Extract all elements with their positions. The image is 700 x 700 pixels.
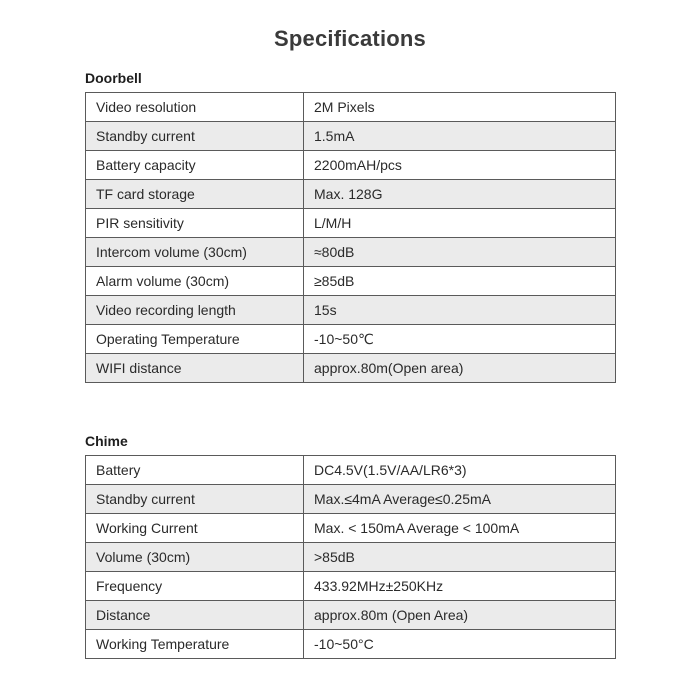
table-row xyxy=(86,325,616,354)
spec-label: Working Temperature xyxy=(86,630,304,659)
table-row xyxy=(86,485,616,514)
spec-label: Battery xyxy=(86,456,304,485)
chime-section-title: Chime xyxy=(85,433,128,449)
spec-label: Video recording length xyxy=(86,296,304,325)
table-row xyxy=(86,456,616,485)
spec-label: Standby current xyxy=(86,122,304,151)
spec-value: 2M Pixels xyxy=(304,93,616,122)
table-row xyxy=(86,180,616,209)
spec-value: -10~50℃ xyxy=(304,325,616,354)
spec-label: Working Current xyxy=(86,514,304,543)
table-row xyxy=(86,238,616,267)
spec-value: DC4.5V(1.5V/AA/LR6*3) xyxy=(304,456,616,485)
spec-label: Video resolution xyxy=(86,93,304,122)
table-row xyxy=(86,572,616,601)
spec-value: approx.80m (Open Area) xyxy=(304,601,616,630)
spec-label: Battery capacity xyxy=(86,151,304,180)
spec-value: 15s xyxy=(304,296,616,325)
spec-label: Operating Temperature xyxy=(86,325,304,354)
table-row xyxy=(86,296,616,325)
spec-value: -10~50°C xyxy=(304,630,616,659)
spec-label: TF card storage xyxy=(86,180,304,209)
spec-value: Max.≤4mA Average≤0.25mA xyxy=(304,485,616,514)
spec-value: 433.92MHz±250KHz xyxy=(304,572,616,601)
table-row xyxy=(86,209,616,238)
spec-value: Max. < 150mA Average < 100mA xyxy=(304,514,616,543)
spec-value: ≈80dB xyxy=(304,238,616,267)
table-row xyxy=(86,514,616,543)
table-row xyxy=(86,601,616,630)
table-row xyxy=(86,630,616,659)
doorbell-spec-table xyxy=(85,92,616,383)
spec-value: approx.80m(Open area) xyxy=(304,354,616,383)
table-row xyxy=(86,122,616,151)
spec-value: L/M/H xyxy=(304,209,616,238)
spec-label: WIFI distance xyxy=(86,354,304,383)
spec-value: Max. 128G xyxy=(304,180,616,209)
spec-label: Alarm volume (30cm) xyxy=(86,267,304,296)
spec-label: Frequency xyxy=(86,572,304,601)
spec-label: Distance xyxy=(86,601,304,630)
doorbell-section-title: Doorbell xyxy=(85,70,142,86)
table-row xyxy=(86,93,616,122)
spec-value: >85dB xyxy=(304,543,616,572)
spec-label: Volume (30cm) xyxy=(86,543,304,572)
page-title: Specifications xyxy=(274,26,426,51)
spec-label: Intercom volume (30cm) xyxy=(86,238,304,267)
chime-spec-table xyxy=(85,455,616,659)
table-row xyxy=(86,543,616,572)
table-row xyxy=(86,267,616,296)
spec-value: 2200mAH/pcs xyxy=(304,151,616,180)
spec-label: Standby current xyxy=(86,485,304,514)
table-row xyxy=(86,151,616,180)
spec-value: 1.5mA xyxy=(304,122,616,151)
spec-value: ≥85dB xyxy=(304,267,616,296)
spec-label: PIR sensitivity xyxy=(86,209,304,238)
table-row xyxy=(86,354,616,383)
